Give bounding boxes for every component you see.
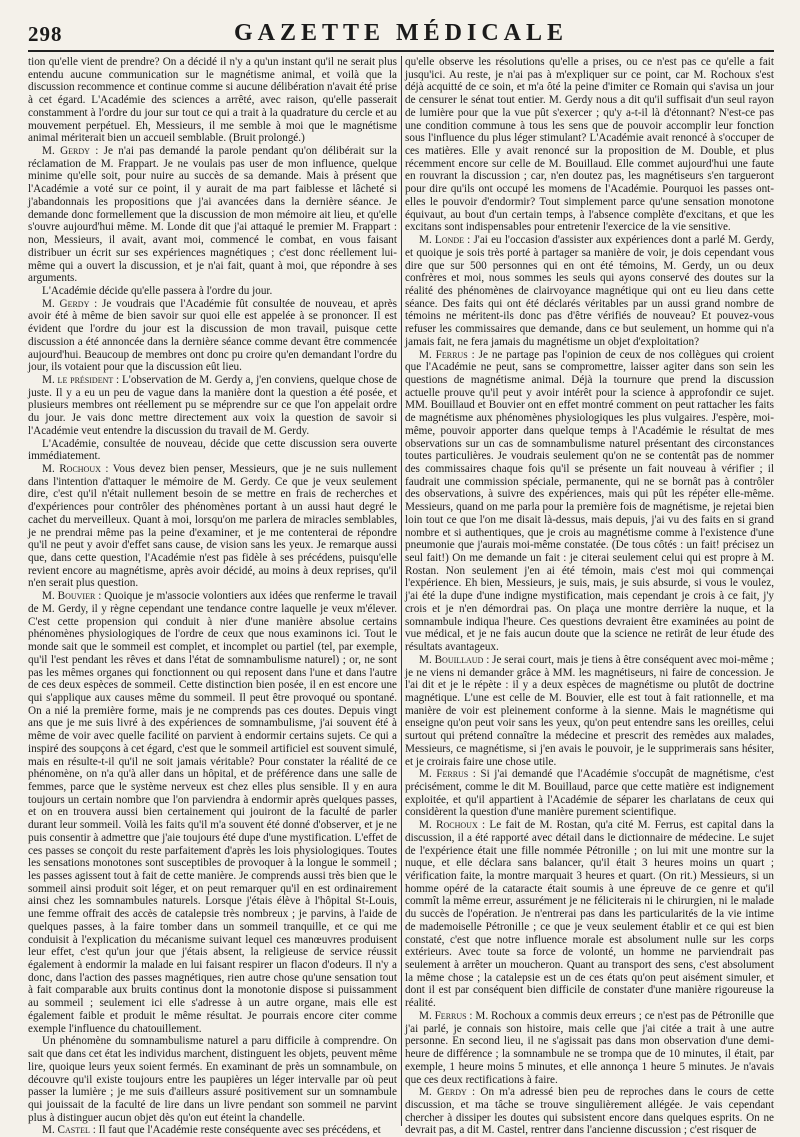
page-header <box>28 20 774 52</box>
paragraph <box>28 590 397 1035</box>
speaker-name: M. Gerdy <box>419 1086 467 1099</box>
journal-title: GAZETTE MÉDICALE <box>233 20 569 46</box>
paragraph-text: L'Académie, consultée de nouveau, décide que cette discussion sera ouverte immédiatement. <box>28 437 397 463</box>
paragraph-text: : Vous devez bien penser, Messieurs, que je ne suis nullement dans l'intention d'attaquer le mémoire de M. Gerdy. Ce que je veux seulement dire, c'est qu'il n'était nullement besoin de se mettre en frais de recherches et d'expériences pour contrôler des phénomènes portant à un aussi haut degré le cachet du merveilleux. Quant à moi, lorsqu'on me parlera de miracles semblables, je ne prendrai même pas la peine d'examiner, et je me contenterai de répondre qu'il ne peut y avoir d'effet sans cause, de vision sans les yeux. Je remarque aussi que, dans cette question, l'Académie n'est pas fidèle à ses précédens, puisqu'elle revient encore au magnétisme, après avoir décidé, au moins à deux reprises, qu'il n'en serait plus question. <box>28 463 397 590</box>
paragraph-text: : Il faut que l'Académie reste conséquente avec ses précédens, et <box>89 1124 381 1137</box>
speaker-name: M. Bouvier <box>42 590 96 603</box>
paragraph <box>405 349 774 654</box>
paragraph-text: : Quoique je m'associe volontiers aux idées que renferme le travail de M. Gerdy, il y règne cependant une tendance contre laquelle je veux m'élever. C'est cette propension qui conduit à nier d'une manière absolue certains phénomènes physiologiques de l'ordre de ceux que nous examinons ici. Tout le monde sait que le sommeil est complet, et incomplet ou partiel (tel, par exemple, qu'il l'est pendant les rêves et dans l'état de somnambulisme naturel) ; or, ne sont pas les mêmes organes qui fonctionnent ou qui reposent dans l'une et dans l'autre de ces deux espèces de sommeil. Cette distinction bien posée, il en est encore une qui s'applique aux causes même du sommeil. Il peut être provoqué ou spontané. On a nié la première forme, mais je ne comprends pas ces doutes. Depuis vingt ans que je me suis livré à des expériences de somnambulisme, j'ai souvent été à même de voir avec quelle facilité on parvient à endormir certains sujets. Ce qui a inspiré des soupçons à cet égard, c'est que le sommeil artificiel est souvent simulé, mais en résulte-t-il qu'il ne soit jamais véritable? Pour constater la réalité de ce phénomène, on n'a qu'à aller dans un hôpital, et de préférence dans une salle de femmes, parce que le système nerveux est chez elles plus sensible. Il y en aura toujours un certain nombre que l'on parviendra à endormir après quelques passes, et on en trouvera aussi bien certainement qui jouiront de la faculté de parler durant leur sommeil. Voilà les faits qu'il m'a souvent été donné d'observer, et je ne puis consentir à admettre que j'aie toujours été dupe d'une mystification. L'effet de ces passes se conçoit du reste parfaitement d'après les lois physiologiques. Toutes les sensations monotones sont susceptibles de provoquer à la longue le sommeil ; les passes agissent tout à fait de cette manière. Je comprends aussi très bien que le sommeil ainsi produit soit léger, et on peut remarquer qu'il en est ordinairement ainsi chez les somnambules naturels. Lorsque j'étais élève à l'hôpital St-Louis, une femme offrait des accès de catalepsie très nombreux ; je parvins, à l'aide de quelques passes, à la faire tomber dans un sommeil tranquille, et ce qui me conduisit à l'explication du mécanisme suivant lequel ces manœuvres produisent leur effet, c'est qu'un jour que j'étais absent, la religieuse de service réussit également à endormir la malade en lui faisant respirer un flacon d'odeurs. Il n'y a donc, dans l'action des passes magnétiques, rien autre chose qu'une sensation tout à fait comparable aux bruits continus dont la monotonie dispose si puissamment au sommeil ; seulement ici elle s'adresse à un autre organe, mais elle est également faible et produit le même résultat. Je pourrais encore citer comme exemple l'influence du chatouillement. <box>28 590 397 1035</box>
page-number: 298 <box>28 22 63 46</box>
speaker-name: M. Ferrus <box>419 768 469 781</box>
paragraph-text: : M. Rochoux a commis deux erreurs ; ce n'est pas de Pétronille que j'ai parlé, je connais son histoire, mais celle que j'ai citée a trait à une autre personne. En second lieu, il ne s'agissait pas dans mon observation d'une demi-heure de différence ; la somnambule ne se trompa que de 10 minutes, il était, par exemple, 1 heure moins 5 minutes, et elle annonça 1 heure 5 minutes. Je n'avais que ces deux rectifications à faire. <box>405 1009 774 1086</box>
paragraph-text: L'Académie décide qu'elle passera à l'ordre du jour. <box>42 284 273 297</box>
paragraph <box>28 56 397 145</box>
paragraph <box>405 768 774 819</box>
text-columns <box>28 56 775 1137</box>
speaker-name: M. Ferrus <box>419 1009 467 1022</box>
right-column <box>405 56 775 1137</box>
speaker-name: M. Gerdy <box>42 297 90 310</box>
paragraph-text: : J'ai eu l'occasion d'assister aux expériences dont a parlé M. Gerdy, et quoique je sois très porté à partager sa manière de voir, je dois cependant vous dire que sur 500 personnes qui en ont été témoins, M. Gerdy, un ou deux confrères et moi, nous sommes les seuls qui ayons conservé des doutes sur la réalité des phénomènes de clairvoyance magnétique qui ont eu lieu dans cette séance. Des faits qui ont été déclarés véritables par un aussi grand nombre de témoins ne méritent-ils donc pas d'être vérifiés de nouveau? Et pouvez-vous refuser les commissaires que demande, dans ce but seulement, un homme qui n'a jamais fait, ne fera jamais du magnétisme un objet d'exploitation? <box>405 234 775 348</box>
paragraph <box>405 1086 774 1137</box>
speaker-name: M. Rochoux <box>419 819 478 832</box>
paragraph <box>28 1035 397 1124</box>
paragraph-text: Un phénomène du somnambulisme naturel a paru difficile à comprendre. On sait que dans cet état les individus marchent, distinguent les objets, peuvent même lire, quoique leurs yeux soient fermés. En examinant de près un somnambule, on découvre qu'il existe toujours entre les paupières un léger intervalle par où peut passer la lumière ; je me suis d'ailleurs assuré positivement sur un somnambule qui jouissait de la faculté de lire dans un livre pendant son sommeil ne parvint plus à distinguer aucun objet dès qu'on eut éteint la chandelle. <box>28 1035 397 1124</box>
paragraph-text: : Si j'ai demandé que l'Académie s'occupât de magnétisme, c'est précisément, comme le dit M. Bouillaud, parce que cette matière est indignement exploitée, et qu'il appartient à l'Académie de séparer les charlatans de ceux qui considèrent la question d'une manière purement scientifique. <box>405 768 774 819</box>
paragraph <box>28 463 397 590</box>
paragraph-text: : Le fait de M. Rostan, qu'a cité M. Ferrus, est capital dans la discussion, il a été rapporté avec détail dans le dictionnaire de médecine. Le sujet de l'expérience était une fille nommée Pétronille ; on lui mit une montre sur la nuque, et elle déclara sans balancer, qu'il était 3 heures moins un quart ; vérification faite, la montre marquait 3 heures et quart. (On rit.) Messieurs, si un homme opéré de la cataracte était soumis à une épreuve de ce genre et qu'il commît la même erreur, assurément je ne féliciterais ni le chirurgien, ni le malade du succès de l'opération. Je n'entrerai pas dans les particularités de la vie intime de mademoiselle Pétronille ; ce que je veux seulement établir et ce qui est bien constaté, c'est que notre influence morale est absolument nulle sur les corps extérieurs. Avec toute sa force de volonté, un homme ne parviendrait pas seulement à arrêter un moucheron. Quant au transport des sens, c'est absolument la même chose ; la catalepsie est un de ces états qu'on peut aisément simuler, et dont il est par conséquent bien difficile de constater d'une manière rigoureuse la réalité. <box>405 819 774 1010</box>
left-column <box>28 56 397 1137</box>
paragraph <box>405 819 774 1010</box>
paragraph <box>28 298 397 374</box>
paragraph-text: : Je n'ai pas demandé la parole pendant qu'on délibérait sur la réclamation de M. Frappart. Je ne voulais pas user de mon influence, quelque minime qu'elle soit, pour nuire au succès de sa demande. Mais à présent que l'Académie a voté sur ce point, il y aurait de ma part faiblesse et lâcheté si j'abandonnais les propositions que j'ai avancées dans la dernière séance. Je demande donc formellement que la discussion de mon mémoire ait lieu, et qu'elle s'ouvre aujourd'hui même. M. Londe dit que j'ai attaqué le premier M. Frappart : non, Messieurs, il avait, avant moi, commencé le combat, en vous faisant distribuer un écrit sur ses expériences magnétiques ; c'est donc réellement lui-même qui a ouvert la discussion, et je n'ai fait, quant à moi, que répondre à ses arguments. <box>28 145 397 285</box>
speaker-name: M. Ferrus <box>419 348 468 361</box>
paragraph <box>405 654 774 768</box>
paragraph-text: : On m'a adressé bien peu de reproches dans le cours de cette discussion, et ma tâche se trouve singulièrement allégée. Je vais cependant chercher à dissiper les doutes qui subsistent encore dans quelques esprits. On ne devrait pas, a dit M. Castel, rentrer dans l'ancienne discussion ; c'est risquer de <box>405 1086 774 1137</box>
paragraph-text: : Je ne partage pas l'opinion de ceux de nos collègues qui croient que l'Académie ne peut, sans se compromettre, laisser agiter dans son sein les questions de magnétisme animal. Déjà la tournure que prend la discussion actuelle prouve qu'il peut y avoir intérêt pour la science à approfondir ce sujet. MM. Bouillaud et Bouvier ont en effet montré comment on peut rattacher les faits de magnétisme aux phénomènes physiologiques les plus vulgaires. J'espère, moi-même, pouvoir apporter dans quelque temps à l'Académie le résultat de mes observations sur un cas de somnambulisme naturel présentant des circonstances toutes particulières. Je voudrais seulement qu'on ne se contentât pas de nommer des commissaires chaque fois qu'il se présente un fait nouveau à vérifier ; il faudrait une commission spéciale, permanente, qui ne se bornât pas à contrôler des observations, à suivre des expériences, mais qui pût les répéter elle-même. Messieurs, quand on me parla pour la première fois de magnétisme, je rejetai bien loin tout ce que l'on me disait là-dessus, mais depuis, j'ai vu des faits en si grand nombre et si authentiques, que je crois au magnétisme comme à l'existence d'une pneumonie que j'aurais moi-même constatée. (De tous côtés : un fait! précisez un seul fait!) On me demande un fait : je citerai seulement celui qui est propre à M. Rostan. Non seulement j'en ai été témoin, mais c'est moi qui commençai l'expérience. Eh bien, Messieurs, je suis, mais, je suis absurde, si vous le voulez, j'ai été la dupe d'une indigne mystification, mais cependant je crois à ce fait, j'y crois et je n'en démordrai pas. On plaça une montre derrière la nuque, et la somnambule indiqua l'heure. Ces questions devraient être examinées au point de vue médical, et je ne fais aucun doute que la science ne retirât de leur étude des résultats avantageux. <box>405 348 774 654</box>
speaker-name: M. Bouillaud <box>419 653 484 666</box>
paragraph-text: qu'elle observe les résolutions qu'elle a prises, ou ce n'est pas ce qu'elle a fait jusqu'ici. Au reste, je n'ai pas à m'expliquer sur ce point, car M. Rochoux s'est déjà acquitté de ce soin, et m'a ôté la peine d'imiter ce Romain qui s'avisa un jour de censurer le sénat tout entier. M. Gerdy nous a dit qu'il suffisait d'un seul rayon de lumière pour que la vue pût s'exercer ; qu'y a-t-il là d'étonnant? N'est-ce pas une condition commune à tous les sens que de pouvoir accomplir leur fonction sous l'influence du plus léger stimulant? L'Académie avait renoncé à s'occuper de ces matières. Elle y avait renoncé sur la proposition de M. Double, et plus récemment encore sur celle de M. Bouillaud. Elle commet aujourd'hui une faute en rouvrant la discussion ; car, n'en doutez pas, les magnétiseurs s'en targueront pour dire qu'ils ont occupé les momens de l'Académie. Pourquoi les passes ont-elles le pouvoir d'endormir? Tout simplement parce qu'une sensation monotone équivaut, au bout d'un certain temps, à l'absence complète d'excitans, et que les excitans sont indispensables pour entretenir l'exercice de la vie sensitive. <box>405 56 774 234</box>
speaker-name: M. Castel <box>42 1124 90 1137</box>
paragraph <box>28 374 397 438</box>
speaker-name: M. Londe <box>419 234 464 247</box>
paragraph <box>405 56 774 234</box>
paragraph-text: tion qu'elle vient de prendre? On a décidé il n'y a qu'un instant qu'il ne serait plus entendu aucune communication sur le magnétisme animal, et voilà que la discussion recommence et continue comme si aucune délibération n'avait été prise à cet égard. L'Académie des sciences a arrêté, avec raison, qu'elle passerait constamment à l'ordre du jour sur tout ce qui a trait à la quadrature du cercle et au mouvement perpétuel. Eh, Messieurs, il me semble à moi que le magnétisme animal mériterait bien un accueil semblable. (Bruit prolongé.) <box>28 56 397 145</box>
speaker-name: M. le président <box>42 373 114 386</box>
paragraph-text: : Je voudrais que l'Académie fût consultée de nouveau, et après avoir été à même de bien savoir sur quoi elle est appelée à se prononcer. Il est évident que l'ordre du jour est la discussion de mon travail, puisque cette discussion a été annoncée dans la dernière séance comme devant être commencée aujourd'hui. Beaucoup de membres ont donc pu croire qu'en demandant l'ordre du jour, ils votaient pour que la discussion eût lieu. <box>28 297 397 374</box>
paragraph <box>28 1124 397 1137</box>
paragraph-text: : L'observation de M. Gerdy a, j'en conviens, quelque chose de juste. Il y a eu un peu de vague dans la manière dont la question a été posée, et plusieurs membres ont réellement pu se méprendre sur ce que l'on appelait ordre du jour. Je vais donc mettre directement aux voix la question de savoir si l'Académie veut entendre la discussion du travail de M. Gerdy. <box>28 373 397 437</box>
paragraph <box>28 145 397 285</box>
paragraph <box>405 234 774 348</box>
paragraph <box>28 438 397 463</box>
column-divider <box>401 56 402 1126</box>
paragraph <box>405 1010 774 1086</box>
paragraph <box>28 285 397 298</box>
paragraph-text: : Je serai court, mais je tiens à être conséquent avec moi-même ; je ne viens ni demander grâce à MM. les magnétiseurs, ni faire de concession. Je l'ai dit et je le répète : il y a deux espèces de magnétisme ou plutôt de doctrine magnétique. L'une est celle de M. Bouvier, elle est tout à fait rationnelle, et ma manière de voir est pleinement conforme à la sienne. Mais le magnétisme qui enseigne qu'on peut voir sans les yeux, qu'on peut entendre sans les oreilles, celui surtout qui prétend connaître la médecine et prescrit des remèdes aux malades, Messieurs, ce magnétisme, si j'en avais le pouvoir, je le supprimerais sans hésiter, et je croirais faire une chose utile. <box>405 653 774 768</box>
speaker-name: M. Rochoux <box>42 463 101 475</box>
speaker-name: M. Gerdy <box>42 145 90 158</box>
